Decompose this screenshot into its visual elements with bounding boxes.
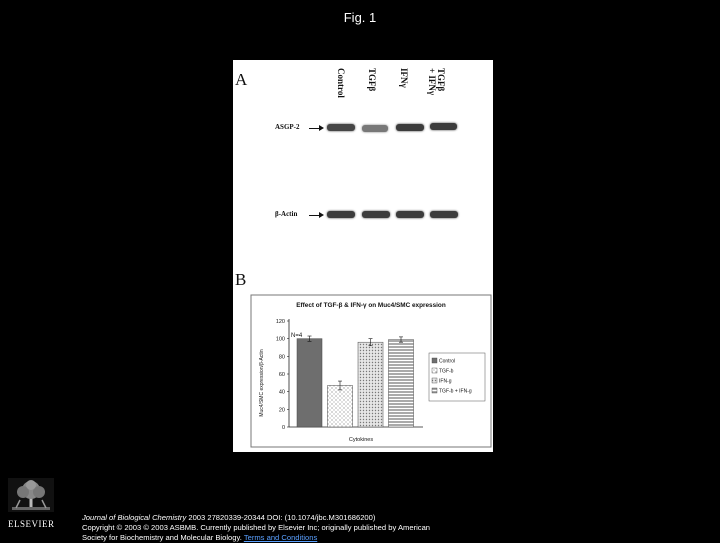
asgp2-label: ASGP-2 xyxy=(275,123,300,131)
chart-annotation: N=4 xyxy=(291,333,303,339)
asgp2-band-ifng xyxy=(396,124,424,131)
actin-label: β-Actin xyxy=(275,210,298,218)
lane-label-tgfb-ifng: TGFβ + IFNγ xyxy=(427,68,446,96)
lane-label-control: Control xyxy=(336,68,346,98)
legend-label: TGF-b xyxy=(439,368,454,375)
y-tick-label: 80 xyxy=(278,354,285,361)
legend-swatch xyxy=(432,368,437,373)
terms-link[interactable]: Terms and Conditions xyxy=(243,533,318,542)
y-tick-label: 100 xyxy=(275,336,285,343)
actin-band-tgfb-ifng xyxy=(430,211,458,218)
actin-band-ifng xyxy=(396,211,424,218)
lane-label-ifng: IFNγ xyxy=(399,68,409,88)
asgp2-band-tgfb xyxy=(362,125,388,132)
journal-name: Journal of Biological Chemistry xyxy=(82,513,187,522)
panel-b-label: B xyxy=(235,270,247,289)
y-tick-label: 20 xyxy=(278,407,285,414)
y-tick-label: 0 xyxy=(281,425,285,431)
legend-label: IFN-g xyxy=(439,378,452,385)
elsevier-logo xyxy=(8,478,54,529)
chart-title: Effect of TGF-β & IFN-γ on Muc4/SMC expression xyxy=(296,302,446,309)
actin-band-control xyxy=(327,211,355,218)
legend-swatch xyxy=(432,378,437,383)
figure-panel xyxy=(233,60,493,452)
legend-label: Control xyxy=(439,358,456,365)
actin-band-tgfb xyxy=(362,211,390,218)
citation-doi: 2003 27820339-20344 DOI: (10.1074/jbc.M301686200) xyxy=(186,513,376,522)
x-axis-label: Cytokines xyxy=(348,437,374,443)
bar xyxy=(297,339,322,427)
legend-label: TGF-b + IFN-g xyxy=(439,388,472,395)
y-tick-label: 40 xyxy=(278,389,285,396)
y-tick-label: 60 xyxy=(278,372,285,378)
society-line: Society for Biochemistry and Molecular Biology. xyxy=(82,533,242,542)
legend-swatch xyxy=(432,358,437,363)
bar xyxy=(328,385,353,427)
bar xyxy=(358,342,383,427)
bar xyxy=(389,340,414,427)
legend-swatch xyxy=(432,388,437,393)
y-tick-label: 120 xyxy=(275,319,285,325)
lane-label-tgfb: TGFβ xyxy=(367,68,377,92)
copyright-line: Copyright © 2003 © 2003 ASBMB. Currently published by Elsevier Inc; originally published by American xyxy=(82,523,431,532)
logo-text: ELSEVIER xyxy=(8,519,55,529)
asgp2-band-control xyxy=(327,124,355,131)
asgp2-arrow xyxy=(309,128,322,129)
bar-chart xyxy=(251,295,491,447)
asgp2-band-tgfb-ifng xyxy=(430,123,457,130)
panel-a-label: A xyxy=(235,70,248,89)
y-axis-label: Muc4/SMC expression/β-Actin xyxy=(259,349,265,417)
tree-icon xyxy=(8,478,54,512)
figure-title: Fig. 1 xyxy=(343,10,377,25)
citation-footer xyxy=(82,513,502,543)
actin-arrow xyxy=(309,215,322,216)
